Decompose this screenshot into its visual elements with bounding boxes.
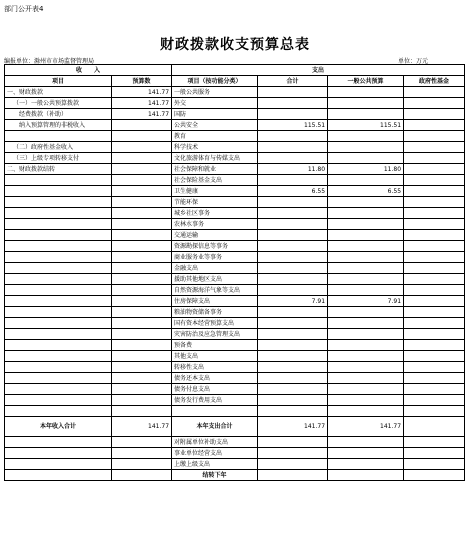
expense-fund-cell bbox=[404, 120, 465, 131]
income-item-cell bbox=[5, 307, 112, 318]
income-item-cell bbox=[5, 318, 112, 329]
expense-general-cell bbox=[328, 263, 404, 274]
expense-total-cell bbox=[258, 373, 328, 384]
income-item-cell: （一）一般公共预算拨款 bbox=[5, 98, 112, 109]
expense-item-cell: 对附属单位补助支出 bbox=[172, 437, 258, 448]
income-item-cell bbox=[5, 252, 112, 263]
expense-general-cell bbox=[328, 329, 404, 340]
col-header-budget: 预算数 bbox=[112, 76, 172, 87]
expense-item-cell: 上缴上级支出 bbox=[172, 459, 258, 470]
income-item-cell bbox=[5, 274, 112, 285]
income-value-cell bbox=[112, 351, 172, 362]
expense-total-cell bbox=[258, 230, 328, 241]
expense-total-cell bbox=[258, 109, 328, 120]
expense-general-cell bbox=[328, 362, 404, 373]
expense-total-cell bbox=[258, 470, 328, 481]
table-row bbox=[5, 164, 465, 175]
expense-item-cell: 预备费 bbox=[172, 340, 258, 351]
table-row bbox=[5, 208, 465, 219]
expense-item-cell: 节能环保 bbox=[172, 197, 258, 208]
expense-general-cell bbox=[328, 175, 404, 186]
income-item-cell bbox=[5, 175, 112, 186]
income-item-cell bbox=[5, 351, 112, 362]
col-header-total: 合计 bbox=[258, 76, 328, 87]
expense-item-cell bbox=[172, 406, 258, 417]
expense-total-cell bbox=[258, 131, 328, 142]
table-row bbox=[5, 153, 465, 164]
budget-table-body bbox=[5, 65, 465, 481]
income-value-cell bbox=[112, 230, 172, 241]
income-value-cell bbox=[112, 131, 172, 142]
income-value-cell bbox=[112, 241, 172, 252]
income-value-cell bbox=[112, 470, 172, 481]
income-value-cell bbox=[112, 395, 172, 406]
expense-fund-cell bbox=[404, 296, 465, 307]
expense-item-cell: 教育 bbox=[172, 131, 258, 142]
income-value-cell bbox=[112, 252, 172, 263]
expense-item-cell: 其他支出 bbox=[172, 351, 258, 362]
expense-fund-cell bbox=[404, 329, 465, 340]
table-row bbox=[5, 285, 465, 296]
expense-total-cell bbox=[258, 87, 328, 98]
expense-total-cell: 7.91 bbox=[258, 296, 328, 307]
income-item-cell bbox=[5, 186, 112, 197]
expense-general-cell bbox=[328, 285, 404, 296]
group-header-row bbox=[5, 65, 465, 76]
income-value-cell bbox=[112, 142, 172, 153]
expense-fund-cell bbox=[404, 98, 465, 109]
expense-fund-cell bbox=[404, 448, 465, 459]
expense-total-cell bbox=[258, 175, 328, 186]
expense-item-cell: 援助其他地区支出 bbox=[172, 274, 258, 285]
table-row bbox=[5, 252, 465, 263]
expense-fund-cell bbox=[404, 153, 465, 164]
total-expense-total: 141.77 bbox=[258, 417, 328, 437]
table-row bbox=[5, 384, 465, 395]
expense-item-cell: 事业单位经营支出 bbox=[172, 448, 258, 459]
col-header-fund: 政府性基金 bbox=[404, 76, 465, 87]
expense-total-cell bbox=[258, 340, 328, 351]
expense-fund-cell bbox=[404, 318, 465, 329]
expense-total-cell bbox=[258, 241, 328, 252]
expense-item-cell: 债务付息支出 bbox=[172, 384, 258, 395]
expense-fund-cell bbox=[404, 362, 465, 373]
col-header-exp-item: 项目（按功能分类） bbox=[172, 76, 258, 87]
expense-item-cell: 社会保险基金支出 bbox=[172, 175, 258, 186]
income-value-cell bbox=[112, 329, 172, 340]
expense-fund-cell bbox=[404, 459, 465, 470]
table-row bbox=[5, 175, 465, 186]
expense-fund-cell bbox=[404, 470, 465, 481]
income-value-cell bbox=[112, 219, 172, 230]
table-row bbox=[5, 329, 465, 340]
expense-item-cell: 住房保障支出 bbox=[172, 296, 258, 307]
expense-item-cell: 自然资源海洋气象等支出 bbox=[172, 285, 258, 296]
expense-total-cell bbox=[258, 307, 328, 318]
expense-general-cell bbox=[328, 252, 404, 263]
expense-total-cell: 115.51 bbox=[258, 120, 328, 131]
expense-fund-cell bbox=[404, 307, 465, 318]
table-row bbox=[5, 109, 465, 120]
document-label: 部门公开表4 bbox=[4, 5, 44, 13]
expense-general-cell bbox=[328, 318, 404, 329]
expense-fund-cell bbox=[404, 230, 465, 241]
table-row bbox=[5, 186, 465, 197]
income-item-cell bbox=[5, 263, 112, 274]
expense-fund-cell bbox=[404, 437, 465, 448]
income-value-cell bbox=[112, 175, 172, 186]
table-row bbox=[5, 274, 465, 285]
expense-fund-cell bbox=[404, 373, 465, 384]
income-item-cell: 经费拨款（补助） bbox=[5, 109, 112, 120]
expense-general-cell bbox=[328, 87, 404, 98]
expense-fund-cell bbox=[404, 274, 465, 285]
income-item-cell: 纳入预算管理的非税收入 bbox=[5, 120, 112, 131]
income-value-cell bbox=[112, 263, 172, 274]
income-item-cell bbox=[5, 219, 112, 230]
expense-fund-cell bbox=[404, 406, 465, 417]
expense-item-cell: 外交 bbox=[172, 98, 258, 109]
expense-item-cell: 卫生健康 bbox=[172, 186, 258, 197]
table-row bbox=[5, 230, 465, 241]
expense-total-cell bbox=[258, 437, 328, 448]
expense-general-cell bbox=[328, 219, 404, 230]
expense-fund-cell bbox=[404, 351, 465, 362]
expense-item-cell: 国有资本经营预算支出 bbox=[172, 318, 258, 329]
expense-total-cell bbox=[258, 153, 328, 164]
table-row bbox=[5, 340, 465, 351]
total-expense-label: 本年支出合计 bbox=[172, 417, 258, 437]
expense-fund-cell bbox=[404, 197, 465, 208]
expense-total-cell bbox=[258, 395, 328, 406]
expense-general-cell bbox=[328, 351, 404, 362]
expense-general-cell bbox=[328, 153, 404, 164]
expense-item-cell: 粮油物资储备事务 bbox=[172, 307, 258, 318]
currency-unit: 单位：万元 bbox=[398, 58, 429, 65]
income-item-cell bbox=[5, 340, 112, 351]
table-row bbox=[5, 362, 465, 373]
expense-item-cell: 债务还本支出 bbox=[172, 373, 258, 384]
expense-fund-cell bbox=[404, 340, 465, 351]
expense-general-cell bbox=[328, 437, 404, 448]
expense-fund-cell bbox=[404, 142, 465, 153]
column-header-row bbox=[5, 76, 465, 87]
income-value-cell bbox=[112, 307, 172, 318]
expense-fund-cell bbox=[404, 241, 465, 252]
income-item-cell bbox=[5, 131, 112, 142]
expense-general-cell bbox=[328, 307, 404, 318]
expense-fund-cell bbox=[404, 175, 465, 186]
income-value-cell bbox=[112, 153, 172, 164]
expense-fund-cell bbox=[404, 395, 465, 406]
expense-general-cell bbox=[328, 406, 404, 417]
income-value-cell bbox=[112, 285, 172, 296]
income-value-cell bbox=[112, 373, 172, 384]
expense-item-cell: 文化旅游体育与传媒支出 bbox=[172, 153, 258, 164]
total-expense-fund bbox=[404, 417, 465, 437]
table-row bbox=[5, 459, 465, 470]
income-item-cell: 一、财政拨款 bbox=[5, 87, 112, 98]
income-value-cell: 141.77 bbox=[112, 98, 172, 109]
income-value-cell bbox=[112, 318, 172, 329]
expense-total-cell bbox=[258, 208, 328, 219]
expense-item-cell: 金融支出 bbox=[172, 263, 258, 274]
income-item-cell bbox=[5, 459, 112, 470]
expense-total-cell bbox=[258, 98, 328, 109]
table-row bbox=[5, 219, 465, 230]
expense-general-cell bbox=[328, 98, 404, 109]
totals-row bbox=[5, 417, 465, 437]
table-row bbox=[5, 296, 465, 307]
expense-general-cell bbox=[328, 142, 404, 153]
expense-general-cell bbox=[328, 274, 404, 285]
expense-fund-cell bbox=[404, 208, 465, 219]
table-row bbox=[5, 437, 465, 448]
expense-group-header: 支出 bbox=[172, 65, 465, 76]
table-row bbox=[5, 373, 465, 384]
expense-total-cell bbox=[258, 459, 328, 470]
income-value-cell bbox=[112, 384, 172, 395]
table-row bbox=[5, 241, 465, 252]
expense-general-cell bbox=[328, 131, 404, 142]
col-header-item: 项目 bbox=[5, 76, 112, 87]
expense-general-cell: 6.55 bbox=[328, 186, 404, 197]
income-item-cell bbox=[5, 448, 112, 459]
table-row bbox=[5, 318, 465, 329]
expense-item-cell: 公共安全 bbox=[172, 120, 258, 131]
income-value-cell bbox=[112, 437, 172, 448]
expense-total-cell bbox=[258, 274, 328, 285]
expense-fund-cell bbox=[404, 164, 465, 175]
expense-general-cell: 115.51 bbox=[328, 120, 404, 131]
expense-total-cell bbox=[258, 384, 328, 395]
expense-general-cell bbox=[328, 241, 404, 252]
expense-fund-cell bbox=[404, 87, 465, 98]
income-value-cell bbox=[112, 274, 172, 285]
expense-total-cell bbox=[258, 197, 328, 208]
expense-general-cell bbox=[328, 230, 404, 241]
income-item-cell bbox=[5, 437, 112, 448]
income-group-header: 收 入 bbox=[5, 65, 172, 76]
table-row bbox=[5, 406, 465, 417]
table-row bbox=[5, 87, 465, 98]
income-value-cell bbox=[112, 340, 172, 351]
income-value-cell bbox=[112, 406, 172, 417]
expense-item-cell: 交通运输 bbox=[172, 230, 258, 241]
expense-total-cell bbox=[258, 142, 328, 153]
expense-general-cell bbox=[328, 384, 404, 395]
income-value-cell bbox=[112, 448, 172, 459]
expense-total-cell bbox=[258, 318, 328, 329]
total-income-label: 本年收入合计 bbox=[5, 417, 112, 437]
expense-general-cell: 11.80 bbox=[328, 164, 404, 175]
expense-general-cell bbox=[328, 459, 404, 470]
income-item-cell bbox=[5, 384, 112, 395]
expense-fund-cell bbox=[404, 186, 465, 197]
expense-item-cell: 社会保障和就业 bbox=[172, 164, 258, 175]
budget-table bbox=[4, 64, 465, 481]
expense-general-cell bbox=[328, 470, 404, 481]
income-item-cell bbox=[5, 470, 112, 481]
expense-general-cell: 7.91 bbox=[328, 296, 404, 307]
expense-total-cell bbox=[258, 351, 328, 362]
total-income-value: 141.77 bbox=[112, 417, 172, 437]
expense-fund-cell bbox=[404, 384, 465, 395]
expense-fund-cell bbox=[404, 285, 465, 296]
expense-fund-cell bbox=[404, 219, 465, 230]
expense-fund-cell bbox=[404, 131, 465, 142]
expense-general-cell bbox=[328, 340, 404, 351]
income-value-cell bbox=[112, 296, 172, 307]
expense-total-cell: 6.55 bbox=[258, 186, 328, 197]
expense-fund-cell bbox=[404, 109, 465, 120]
page-title: 财政拨款收支预算总表 bbox=[160, 37, 310, 53]
income-item-cell bbox=[5, 285, 112, 296]
expense-total-cell bbox=[258, 329, 328, 340]
table-row bbox=[5, 197, 465, 208]
expense-total-cell bbox=[258, 362, 328, 373]
income-item-cell: （二）政府性基金收入 bbox=[5, 142, 112, 153]
expense-item-cell: 债务发行费用支出 bbox=[172, 395, 258, 406]
income-item-cell: （三）上级专项转移支付 bbox=[5, 153, 112, 164]
income-value-cell bbox=[112, 164, 172, 175]
income-item-cell bbox=[5, 362, 112, 373]
income-item-cell bbox=[5, 230, 112, 241]
table-row bbox=[5, 131, 465, 142]
income-value-cell bbox=[112, 362, 172, 373]
income-item-cell bbox=[5, 329, 112, 340]
income-value-cell bbox=[112, 197, 172, 208]
expense-total-cell: 11.80 bbox=[258, 164, 328, 175]
expense-item-cell: 国防 bbox=[172, 109, 258, 120]
table-row bbox=[5, 470, 465, 481]
income-value-cell: 141.77 bbox=[112, 109, 172, 120]
expense-total-cell bbox=[258, 263, 328, 274]
income-item-cell bbox=[5, 296, 112, 307]
income-value-cell bbox=[112, 120, 172, 131]
expense-total-cell bbox=[258, 406, 328, 417]
expense-general-cell bbox=[328, 395, 404, 406]
expense-total-cell bbox=[258, 219, 328, 230]
expense-item-cell: 灾害防治及应急管理支出 bbox=[172, 329, 258, 340]
income-value-cell: 141.77 bbox=[112, 87, 172, 98]
expense-total-cell bbox=[258, 285, 328, 296]
reporting-unit: 编报单位：滁州市市场监督管理局 bbox=[4, 58, 95, 65]
income-value-cell bbox=[112, 208, 172, 219]
expense-item-cell: 资源勘探信息等事务 bbox=[172, 241, 258, 252]
table-row bbox=[5, 142, 465, 153]
expense-total-cell bbox=[258, 448, 328, 459]
total-expense-general: 141.77 bbox=[328, 417, 404, 437]
expense-general-cell bbox=[328, 197, 404, 208]
income-value-cell bbox=[112, 459, 172, 470]
table-row bbox=[5, 120, 465, 131]
expense-general-cell bbox=[328, 448, 404, 459]
income-item-cell bbox=[5, 406, 112, 417]
expense-fund-cell bbox=[404, 252, 465, 263]
col-header-general: 一般公共预算 bbox=[328, 76, 404, 87]
expense-item-cell: 城乡社区事务 bbox=[172, 208, 258, 219]
expense-general-cell bbox=[328, 208, 404, 219]
income-item-cell: 二、财政拨款结转 bbox=[5, 164, 112, 175]
expense-general-cell bbox=[328, 373, 404, 384]
income-item-cell bbox=[5, 197, 112, 208]
income-item-cell bbox=[5, 373, 112, 384]
income-item-cell bbox=[5, 395, 112, 406]
expense-item-cell: 农林水事务 bbox=[172, 219, 258, 230]
expense-item-cell: 商业服务业等事务 bbox=[172, 252, 258, 263]
table-row bbox=[5, 448, 465, 459]
table-row bbox=[5, 263, 465, 274]
table-row bbox=[5, 307, 465, 318]
expense-fund-cell bbox=[404, 263, 465, 274]
table-row bbox=[5, 351, 465, 362]
income-item-cell bbox=[5, 241, 112, 252]
expense-item-cell: 转移性支出 bbox=[172, 362, 258, 373]
expense-item-cell: 结转下年 bbox=[172, 470, 258, 481]
income-item-cell bbox=[5, 208, 112, 219]
expense-total-cell bbox=[258, 252, 328, 263]
income-value-cell bbox=[112, 186, 172, 197]
expense-item-cell: 科学技术 bbox=[172, 142, 258, 153]
expense-general-cell bbox=[328, 109, 404, 120]
expense-item-cell: 一般公共服务 bbox=[172, 87, 258, 98]
table-row bbox=[5, 98, 465, 109]
table-row bbox=[5, 395, 465, 406]
